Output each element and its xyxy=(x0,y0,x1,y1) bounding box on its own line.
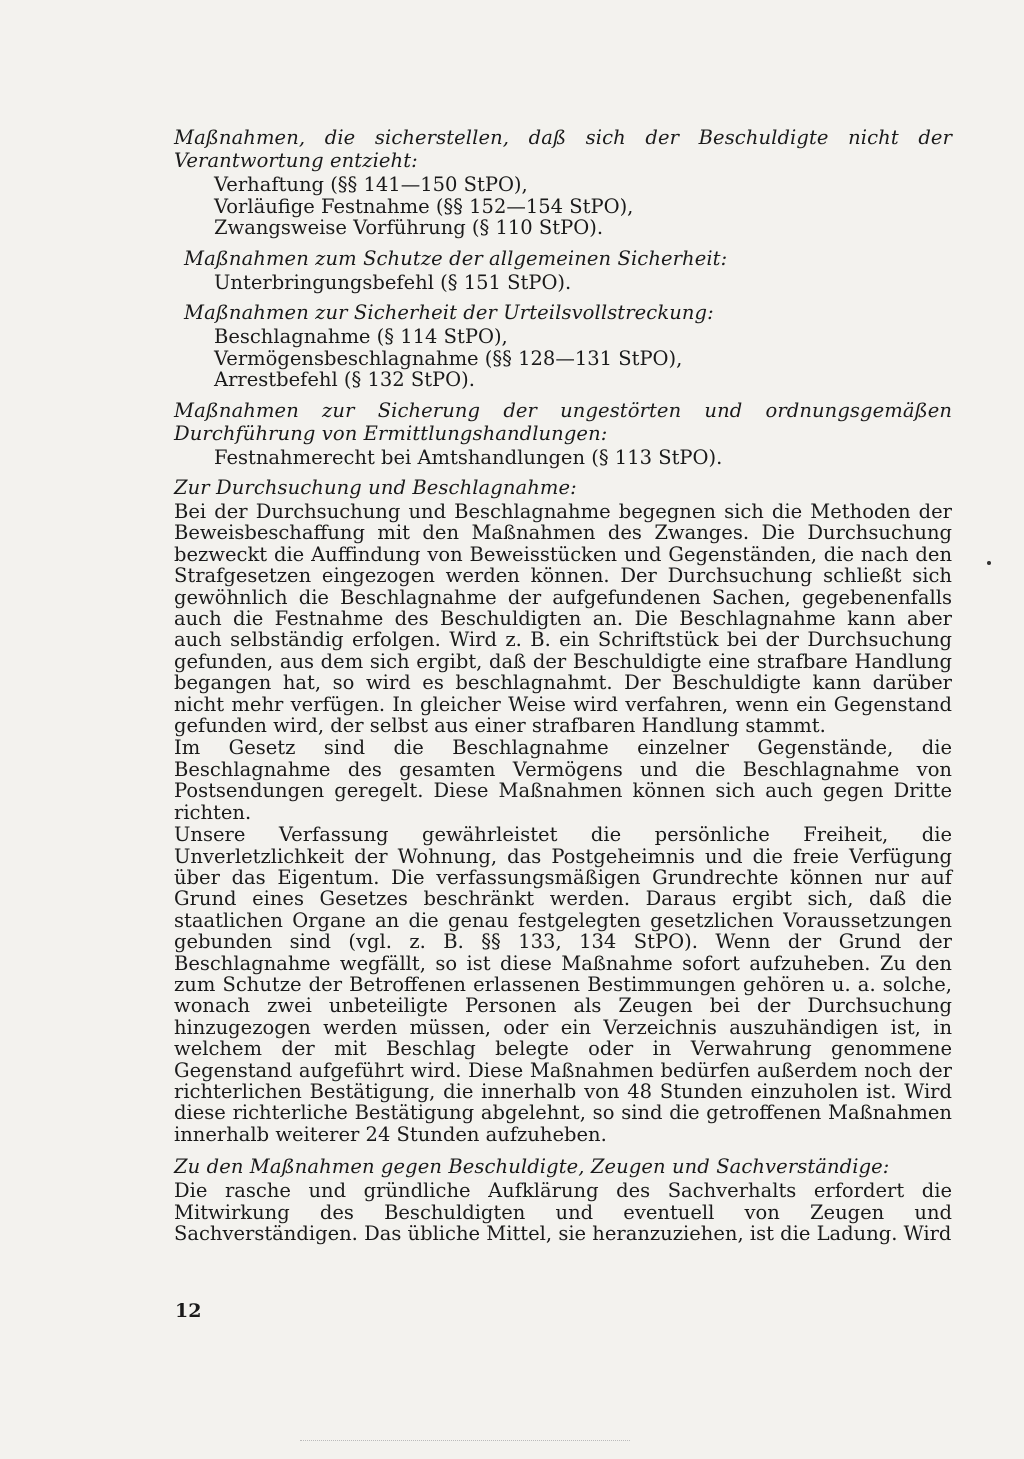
body-paragraph: Die rasche und gründliche Aufklärung des Sachverhalts erfordert die Mitwirkung des Beschuldigten und eventuell von Zeugen und Sachverständigen. Das übliche Mittel, sie heranzuziehen, ist die Ladung. Wird xyxy=(174,1179,952,1245)
measure-list xyxy=(214,272,952,294)
list-item: Unterbringungsbefehl (§ 151 StPO). xyxy=(214,270,572,294)
page-number: 12 xyxy=(175,1300,202,1322)
list-item: Beschlagnahme (§ 114 StPO), xyxy=(214,325,508,348)
list-item: Arrestbefehl (§ 132 StPO). xyxy=(214,368,475,391)
list-item: Verhaftung (§§ 141—150 StPO), xyxy=(214,173,528,196)
list-item: Vermögensbeschlagnahme (§§ 128—131 StPO), xyxy=(214,346,683,370)
scan-artifact xyxy=(300,1440,630,1442)
section-heading: Maßnahmen zur Sicherheit der Urteilsvollstreckung: xyxy=(184,301,714,324)
list-item: Zwangsweise Vorführung (§ 110 StPO). xyxy=(214,216,604,239)
measure-list xyxy=(214,174,952,239)
body-paragraph: Im Gesetz sind die Beschlagnahme einzelner Gegenstände, die Beschlagnahme des gesamten Vermögens und die Beschlagnahme von Postsendungen geregelt. Diese Maßnahmen können sich auch gegen Dritte richten. xyxy=(174,736,952,824)
section-heading: Maßnahmen zur Sicherung der ungestörten und ordnungsgemäßen Durchführung von Ermittlungshandlungen: xyxy=(174,398,952,445)
body-paragraph: Bei der Durchsuchung und Beschlagnahme begegnen sich die Methoden der Beweisbeschaffung mit den Maßnahmen des Zwanges. Die Durchsuchung bezweckt die Auffindung von Beweisstücken und Gegenständen, die nach den Strafgesetzen eingezogen werden können. Der Durchsuchung schließt sich gewöhnlich die Beschlagnahme der aufgefundenen Sachen, gegebenenfalls auch die Festnahme des Beschuldigten an. Die Beschlagnahme kann aber auch selbständig erfolgen. Wird z. B. ein Schriftstück bei der Durchsuchung gefunden, aus dem sich ergibt, daß der Beschuldigte eine strafbare Handlung begangen hat, so wird es beschlagnahmt. Der Beschuldigte kann darüber nicht mehr verfügen. In gleicher Weise wird verfahren, wenn ein Gegenstand gefunden wird, der selbst aus einer strafbaren Handlung stammt. xyxy=(174,500,952,738)
list-item: Vorläufige Festnahme (§§ 152—154 StPO), xyxy=(214,194,634,218)
list-item: Festnahmerecht bei Amtshandlungen (§ 113 StPO). xyxy=(214,445,723,469)
section-heading: Zu den Maßnahmen gegen Beschuldigte, Zeugen und Sachverständige: xyxy=(174,1155,890,1179)
page-body xyxy=(174,126,952,1245)
body-paragraph: Unsere Verfassung gewährleistet die persönliche Freiheit, die Unverletzlichkeit der Wohnung, das Postgeheimnis und die freie Verfügung über das Eigentum. Die verfassungsmäßigen Grundrechte können nur auf Grund eines Gesetzes beschränkt werden. Daraus ergibt sich, daß die staatlichen Organe an die genau festgelegten gesetzlichen Voraussetzungen gebunden sind (vgl. z. B. §§ 133, 134 StPO). Wenn der Grund der Beschlagnahme wegfällt, so ist diese Maßnahme sofort aufzuheben. Zu den zum Schutze der Betroffenen erlassenen Bestimmungen gehören u. a. solche, wonach zwei unbeteiligte Personen als Zeugen bei der Durchsuchung hinzugezogen werden müssen, oder ein Verzeichnis auszuhändigen ist, in welchem der mit Beschlag belegte oder in Verwahrung genommene Gegenstand aufgeführt wird. Diese Maßnahmen bedürfen außerdem noch der richterlichen Bestätigung, die innerhalb von 48 Stunden einzuholen ist. Wird diese richterliche Bestätigung abgelehnt, so sind die getroffenen Maßnahmen innerhalb weiterer 24 Stunden aufzuheben. xyxy=(174,823,952,1146)
section-heading: Maßnahmen, die sicherstellen, daß sich der Beschuldigte nicht der Verantwortung entzieht: xyxy=(174,126,952,172)
measure-list xyxy=(214,447,952,469)
print-speck xyxy=(987,561,991,565)
section-heading: Maßnahmen zum Schutze der allgemeinen Sicherheit: xyxy=(184,246,728,270)
measure-list xyxy=(214,326,952,391)
section-heading: Zur Durchsuchung und Beschlagnahme: xyxy=(174,476,577,499)
